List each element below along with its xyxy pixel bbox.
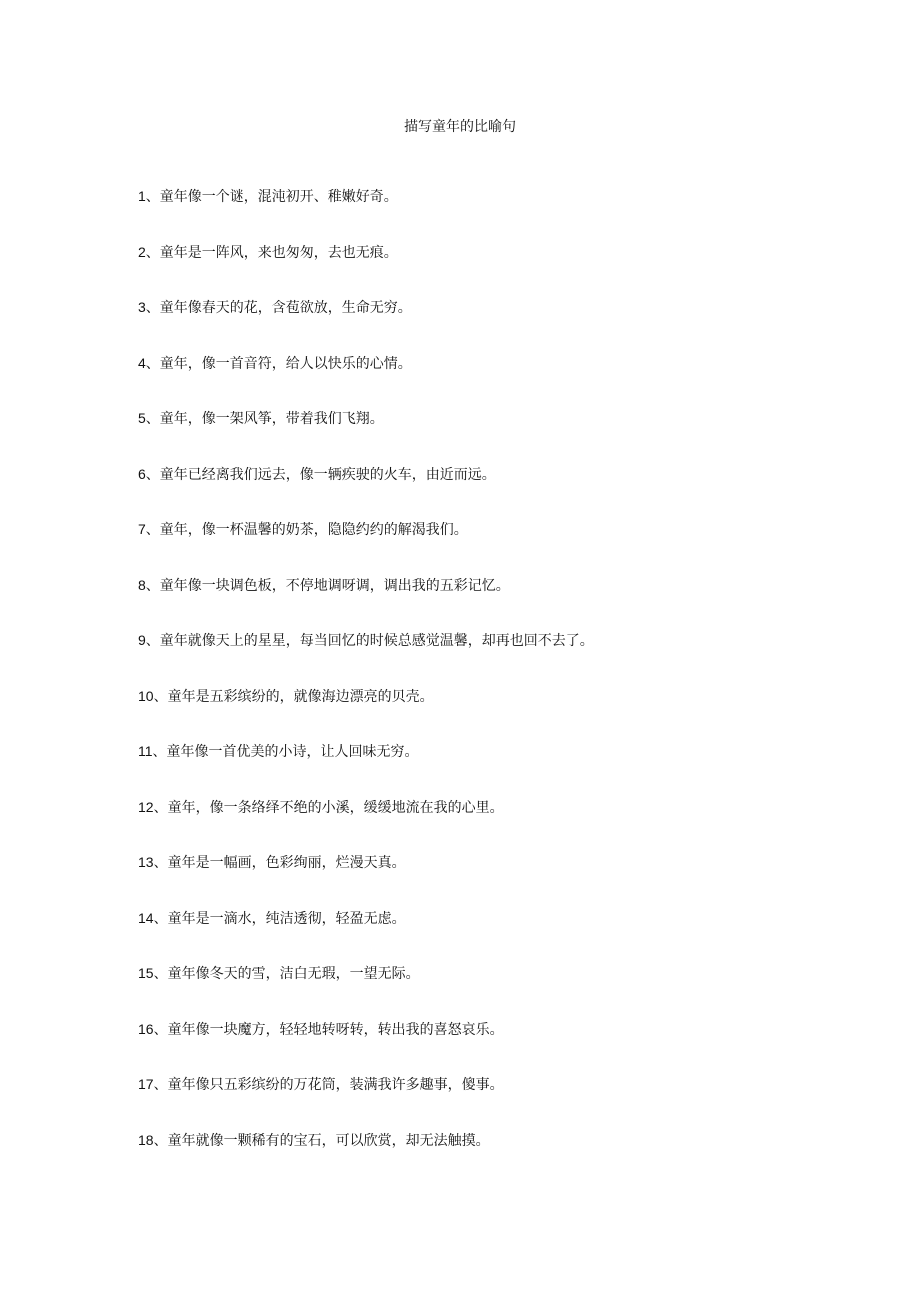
item-number: 14 xyxy=(138,909,154,926)
list-item xyxy=(138,576,838,632)
item-text: 童年，像一杯温馨的奶茶，隐隐约约的解渴我们。 xyxy=(159,522,468,538)
item-text: 童年是五彩缤纷的，就像海边漂亮的贝壳。 xyxy=(167,688,434,705)
list-item xyxy=(138,187,838,243)
list-item xyxy=(138,853,838,909)
simile-list xyxy=(138,187,838,1186)
list-item xyxy=(138,1075,838,1131)
item-separator: 、 xyxy=(145,355,160,372)
item-separator: 、 xyxy=(145,189,160,205)
item-number: 18 xyxy=(138,1131,154,1148)
item-number: 10 xyxy=(138,687,154,704)
item-text: 童年是一滴水，纯洁透彻，轻盈无虑。 xyxy=(167,910,406,927)
item-text: 童年是一幅画，色彩绚丽，烂漫天真。 xyxy=(167,855,406,871)
list-item xyxy=(138,687,838,743)
item-number: 13 xyxy=(138,854,154,870)
document-title: 描写童年的比喻句 xyxy=(404,119,516,135)
item-text: 童年像一个谜，混沌初开、稚嫩好奇。 xyxy=(159,189,398,205)
item-separator: 、 xyxy=(145,244,160,261)
item-separator: 、 xyxy=(145,522,160,538)
item-number: 7 xyxy=(138,521,146,537)
list-item xyxy=(138,742,838,798)
item-number: 2 xyxy=(138,243,146,260)
list-item xyxy=(138,798,838,854)
list-item xyxy=(138,520,838,576)
item-number: 1 xyxy=(138,188,146,204)
list-item xyxy=(138,243,838,299)
item-text: 童年是一阵风，来也匆匆，去也无痕。 xyxy=(159,244,398,261)
item-separator: 、 xyxy=(152,744,167,760)
item-number: 3 xyxy=(138,299,146,315)
item-text: 童年，像一条络绎不绝的小溪，缓缓地流在我的心里。 xyxy=(167,799,504,816)
list-item xyxy=(138,409,838,465)
item-text: 童年像一块魔方，轻轻地转呀转，转出我的喜怒哀乐。 xyxy=(167,1021,504,1038)
item-text: 童年就像一颗稀有的宝石，可以欣赏，却无法触摸。 xyxy=(167,1132,490,1149)
item-text: 童年，像一架风筝，带着我们飞翔。 xyxy=(159,411,384,427)
list-item xyxy=(138,465,838,521)
item-text: 童年像只五彩缤纷的万花筒，装满我许多趣事，傻事。 xyxy=(167,1077,504,1093)
item-number: 15 xyxy=(138,965,154,981)
item-text: 童年，像一首音符，给人以快乐的心情。 xyxy=(159,355,412,372)
item-separator: 、 xyxy=(145,300,160,316)
item-separator: 、 xyxy=(153,966,168,982)
item-number: 4 xyxy=(138,354,146,371)
list-item xyxy=(138,631,838,687)
item-number: 9 xyxy=(138,632,146,648)
item-separator: 、 xyxy=(153,1132,168,1149)
item-text: 童年就像天上的星星，每当回忆的时候总感觉温馨，却再也回不去了。 xyxy=(159,633,594,649)
item-separator: 、 xyxy=(153,799,168,816)
item-number: 11 xyxy=(138,743,153,759)
item-number: 6 xyxy=(138,465,146,482)
item-text: 童年像一块调色板，不停地调呀调，调出我的五彩记忆。 xyxy=(159,577,510,594)
list-item xyxy=(138,1131,838,1187)
item-separator: 、 xyxy=(145,411,160,427)
item-separator: 、 xyxy=(153,910,168,927)
item-number: 12 xyxy=(138,798,154,815)
item-text: 童年像春天的花，含苞欲放，生命无穷。 xyxy=(159,300,412,316)
list-item xyxy=(138,354,838,410)
item-separator: 、 xyxy=(153,688,168,705)
item-separator: 、 xyxy=(145,466,160,483)
item-text: 童年已经离我们远去，像一辆疾驶的火车，由近而远。 xyxy=(159,466,496,483)
list-item xyxy=(138,1020,838,1076)
item-text: 童年像冬天的雪，洁白无瑕，一望无际。 xyxy=(167,966,420,982)
item-separator: 、 xyxy=(153,1021,168,1038)
list-item xyxy=(138,964,838,1020)
item-number: 16 xyxy=(138,1020,154,1037)
item-number: 5 xyxy=(138,410,146,426)
item-separator: 、 xyxy=(145,577,160,594)
list-item xyxy=(138,298,838,354)
item-number: 8 xyxy=(138,576,146,593)
item-text: 童年像一首优美的小诗，让人回味无穷。 xyxy=(166,744,419,760)
item-number: 17 xyxy=(138,1076,154,1092)
item-separator: 、 xyxy=(145,633,160,649)
item-separator: 、 xyxy=(153,1077,168,1093)
list-item xyxy=(138,909,838,965)
item-separator: 、 xyxy=(153,855,168,871)
